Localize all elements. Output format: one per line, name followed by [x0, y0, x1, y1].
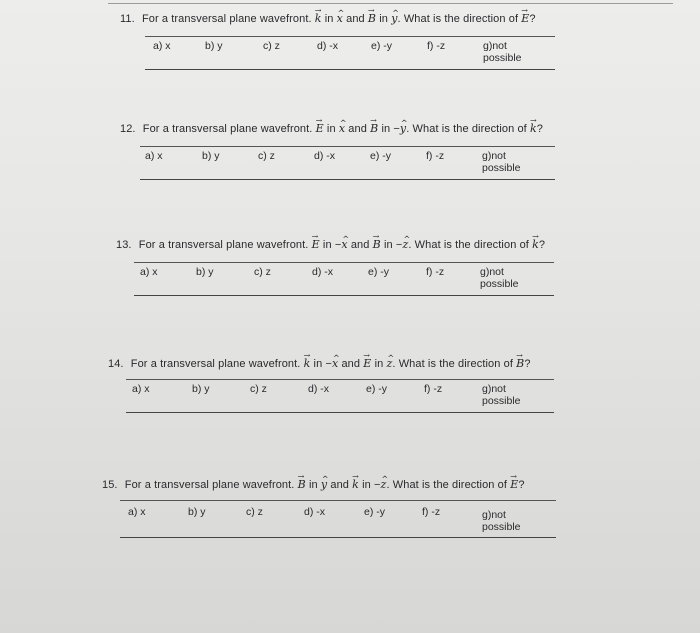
option-d[interactable]: d) -x — [312, 266, 333, 278]
word-in: in — [381, 123, 391, 135]
vector-symbol: → B — [370, 120, 378, 136]
unit-vector-symbol: ^ z — [381, 478, 387, 492]
option-e[interactable]: e) -y — [366, 383, 387, 395]
option-d[interactable]: d) -x — [314, 150, 335, 162]
option-g-line1: g)not — [482, 509, 506, 521]
option-g-line2: possible — [483, 52, 522, 64]
option-f[interactable]: f) -z — [422, 506, 441, 518]
vector-symbol: → k — [532, 236, 539, 252]
option-g[interactable] — [482, 509, 542, 533]
row-rule-top — [126, 379, 554, 380]
question-end: ? — [524, 358, 531, 370]
question-11 — [120, 10, 600, 64]
question-number: 15. — [102, 479, 118, 491]
option-d[interactable]: d) -x — [304, 506, 325, 518]
question-tail: . What is the direction of — [392, 358, 513, 370]
question-end: ? — [538, 239, 546, 251]
option-g-line1: g)not — [480, 266, 504, 278]
question-end: ? — [518, 479, 525, 491]
question-tail: . What is the direction of — [386, 479, 508, 491]
unit-vector-symbol: ^ y — [400, 122, 406, 136]
option-e[interactable]: e) -y — [364, 506, 385, 518]
option-b[interactable]: b) y — [196, 266, 214, 278]
answer-options-row — [145, 36, 555, 70]
row-rule-top — [120, 500, 556, 501]
option-g[interactable] — [483, 40, 543, 64]
word-in: in — [362, 479, 371, 491]
word-in: in — [324, 13, 334, 25]
option-c[interactable]: c) z — [258, 150, 275, 162]
answer-options-row — [120, 500, 556, 538]
option-f[interactable]: f) -z — [424, 383, 443, 395]
row-rule-bottom — [134, 295, 554, 296]
question-number: 11. — [120, 13, 135, 25]
question-prefix: For a transversal plane wavefront. — [138, 239, 309, 251]
row-rule-bottom — [120, 537, 556, 538]
answer-options-row — [140, 146, 555, 180]
option-f[interactable]: f) -z — [426, 266, 445, 278]
vector-symbol: → E — [521, 10, 529, 26]
vector-symbol: → B — [368, 10, 376, 26]
sign: − — [374, 479, 381, 491]
question-text — [108, 355, 588, 371]
question-number: 12. — [120, 123, 136, 135]
vector-symbol: → E — [312, 236, 320, 252]
word-in: in — [383, 239, 393, 251]
row-rule-top — [140, 146, 555, 147]
word-in: in — [313, 358, 323, 370]
option-e[interactable]: e) -y — [368, 266, 389, 278]
option-a[interactable]: a) x — [140, 266, 158, 278]
word-in: in — [326, 123, 336, 135]
option-c[interactable]: c) z — [246, 506, 263, 518]
question-number: 14. — [108, 358, 124, 370]
unit-vector-symbol: ^ z — [402, 238, 408, 252]
option-a[interactable]: a) x — [145, 150, 163, 162]
vector-symbol: → E — [363, 355, 371, 371]
question-14 — [108, 355, 588, 407]
question-15 — [102, 476, 582, 533]
question-text — [116, 236, 596, 252]
row-rule-top — [145, 36, 555, 37]
option-b[interactable]: b) y — [188, 506, 206, 518]
unit-vector-symbol: ^ x — [337, 12, 343, 26]
answer-options-row — [134, 262, 554, 296]
option-f[interactable]: f) -z — [426, 150, 445, 162]
question-13 — [116, 236, 596, 290]
question-end: ? — [536, 123, 543, 135]
sign: − — [393, 123, 400, 135]
question-prefix: For a transversal plane wavefront. — [142, 123, 313, 135]
vector-symbol: → E — [510, 476, 518, 492]
option-e[interactable]: e) -y — [371, 40, 392, 52]
word-in: in — [308, 479, 318, 491]
option-g-line1: g)not — [482, 383, 506, 395]
sign: − — [325, 358, 332, 370]
option-d[interactable]: d) -x — [317, 40, 338, 52]
vector-symbol: → k — [304, 355, 311, 371]
vector-symbol: → B — [373, 236, 381, 252]
top-rule — [108, 3, 673, 4]
option-b[interactable]: b) y — [192, 383, 210, 395]
question-tail: . What is the direction of — [397, 13, 519, 25]
option-g[interactable] — [480, 266, 540, 290]
unit-vector-symbol: ^ x — [332, 357, 338, 371]
question-text — [102, 476, 582, 492]
vector-symbol: → B — [516, 355, 524, 371]
option-g-line2: possible — [482, 162, 521, 174]
option-a[interactable]: a) x — [153, 40, 171, 52]
question-text — [120, 120, 600, 136]
word-in: in — [379, 13, 389, 25]
question-tail: . What is the direction of — [408, 239, 529, 251]
unit-vector-symbol: ^ y — [391, 12, 397, 26]
vector-symbol: → k — [352, 476, 359, 492]
word-in: in — [374, 358, 384, 370]
option-c[interactable]: c) z — [250, 383, 267, 395]
question-prefix: For a transversal plane wavefront. — [141, 13, 312, 25]
option-f[interactable]: f) -z — [427, 40, 446, 52]
option-b[interactable]: b) y — [202, 150, 220, 162]
vector-symbol: → B — [298, 476, 306, 492]
word-and: and — [348, 123, 367, 135]
option-g-line2: possible — [482, 521, 521, 533]
vector-symbol: → k — [315, 10, 322, 26]
word-and: and — [346, 13, 365, 25]
option-a[interactable]: a) x — [128, 506, 146, 518]
unit-vector-symbol: ^ z — [386, 357, 392, 371]
word-in: in — [322, 239, 332, 251]
option-a[interactable]: a) x — [132, 383, 150, 395]
question-text — [120, 10, 600, 26]
answer-options-row — [126, 379, 554, 413]
question-prefix: For a transversal plane wavefront. — [124, 479, 295, 491]
question-end: ? — [529, 13, 536, 25]
sign: − — [395, 239, 403, 251]
unit-vector-symbol: ^ x — [339, 122, 345, 136]
vector-symbol: → k — [530, 120, 537, 136]
unit-vector-symbol: ^ x — [341, 238, 347, 252]
row-rule-bottom — [126, 412, 554, 413]
word-and: and — [350, 239, 370, 251]
question-number: 13. — [116, 239, 132, 251]
question-prefix: For a transversal plane wavefront. — [130, 358, 301, 370]
option-g[interactable] — [482, 383, 542, 407]
sign: − — [334, 239, 342, 251]
option-g-line1: g)not — [483, 40, 507, 52]
option-c[interactable]: c) z — [263, 40, 280, 52]
option-g-line1: g)not — [482, 150, 506, 162]
option-g-line2: possible — [482, 395, 521, 407]
option-g[interactable] — [482, 150, 542, 174]
row-rule-bottom — [140, 179, 555, 180]
row-rule-bottom — [145, 69, 555, 70]
word-and: and — [341, 358, 361, 370]
unit-vector-symbol: ^ y — [321, 478, 327, 492]
row-rule-top — [134, 262, 554, 263]
option-b[interactable]: b) y — [205, 40, 223, 52]
option-d[interactable]: d) -x — [308, 383, 329, 395]
vector-symbol: → E — [316, 120, 324, 136]
option-e[interactable]: e) -y — [370, 150, 391, 162]
word-and: and — [330, 479, 350, 491]
option-g-line2: possible — [480, 278, 519, 290]
option-c[interactable]: c) z — [254, 266, 271, 278]
question-tail: . What is the direction of — [406, 123, 527, 135]
question-12 — [120, 120, 600, 174]
